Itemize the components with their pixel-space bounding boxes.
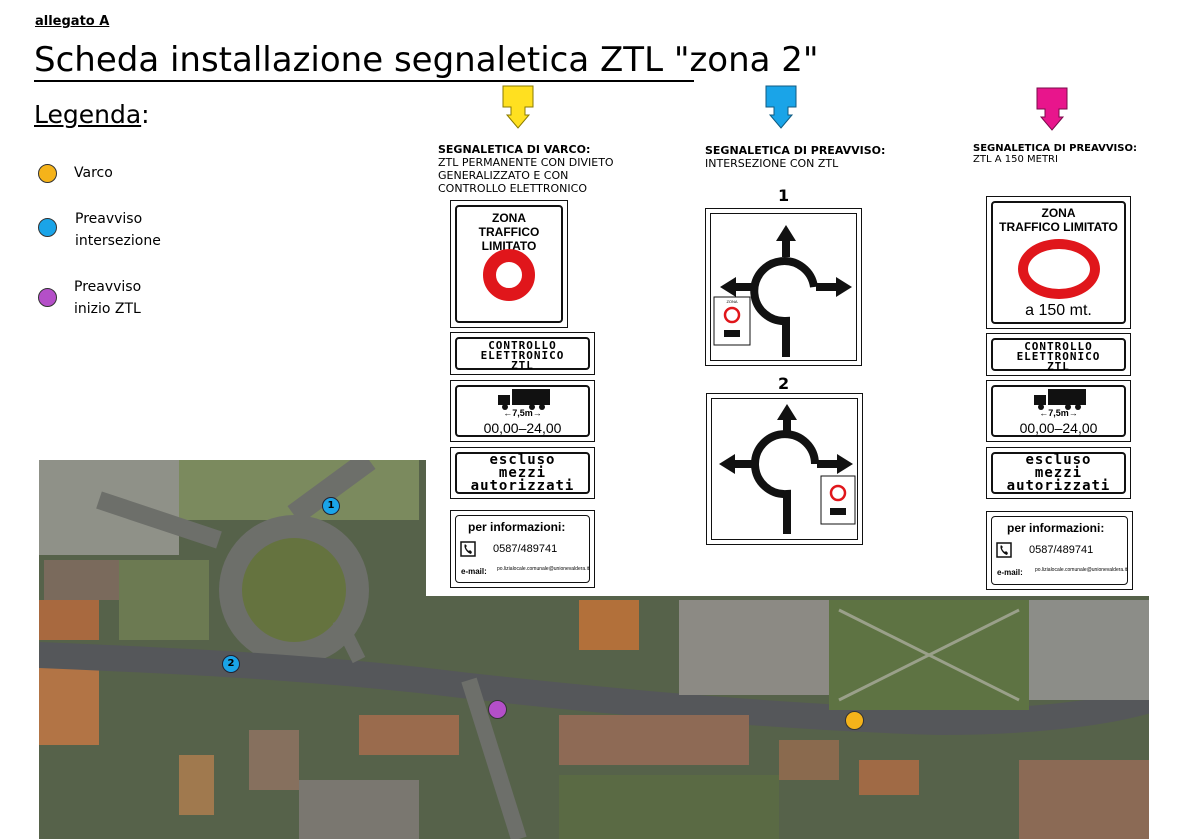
varco-controllo-text: CONTROLLO ELETTRONICO ZTL xyxy=(480,339,565,372)
inizio-heading: SEGNALETICA DI PREAVVISO: ZTL A 150 METRI xyxy=(973,143,1137,165)
legend-inizio-dot xyxy=(38,288,57,307)
varco-escluso-text: escluso mezzi autorizzati xyxy=(470,452,575,494)
page-title: Scheda installazione segnaletica ZTL "zona 2" xyxy=(34,40,819,80)
inizio-arrow-icon xyxy=(1034,87,1070,131)
varco-ztl-sign xyxy=(450,200,568,328)
intersezione-heading: SEGNALETICA DI PREAVVISO: INTERSEZIONE CON ZTL xyxy=(705,144,886,170)
varco-hours: 00,00–24,00 xyxy=(483,420,562,436)
varco-controllo-sign xyxy=(450,332,595,375)
intersezione-diagram-1 xyxy=(705,208,862,366)
inizio-phone: 0587/489741 xyxy=(1029,544,1094,556)
legend-title: Legenda: xyxy=(34,100,150,129)
inizio-phone-icon xyxy=(996,542,1012,558)
map-marker-intersezione-1: 1 xyxy=(322,497,340,515)
legend-varco-dot xyxy=(38,164,57,183)
inizio-truck-length: ←7,5m→ xyxy=(1039,408,1078,418)
varco-heading: SEGNALETICA DI VARCO: ZTL PERMANENTE CON DIVIETO GENERALIZZATO E CON CONTROLLO ELETTRONICO xyxy=(438,143,614,195)
inizio-zona-label: ZONA TRAFFICO LIMITATO xyxy=(999,206,1118,234)
legend-intersezione-dot xyxy=(38,218,57,237)
varco-email-label: e-mail: xyxy=(461,567,487,576)
map-marker-inizio-ztl xyxy=(488,700,507,719)
varco-email: po.lizialocale.comunale@unionevaldera.it xyxy=(497,566,590,572)
varco-escluso-sign xyxy=(450,447,595,499)
intersezione-diagram-1-number: 1 xyxy=(778,186,790,205)
inizio-email-label: e-mail: xyxy=(997,568,1023,577)
legend-intersezione-label: Preavviso intersezione xyxy=(75,211,161,249)
varco-zona-label: ZONA TRAFFICO LIMITATO xyxy=(478,211,540,253)
roundabout-diagram-1-icon xyxy=(706,209,863,367)
varco-arrow-icon xyxy=(500,85,536,129)
inizio-hours: 00,00–24,00 xyxy=(1019,420,1098,436)
inizio-controllo-sign xyxy=(986,333,1131,376)
map-marker-intersezione-2: 2 xyxy=(222,655,240,673)
varco-truck-length: ←7,5m→ xyxy=(503,408,542,418)
inizio-distance-label: a 150 mt. xyxy=(1025,302,1092,319)
intersezione-diagram-2 xyxy=(706,393,863,545)
map-marker-varco xyxy=(845,711,864,730)
inizio-info-sign xyxy=(986,511,1133,590)
inizio-controllo-text: CONTROLLO ELETTRONICO ZTL xyxy=(1016,340,1101,373)
svg-text:ZONA: ZONA xyxy=(726,299,738,304)
title-underline xyxy=(34,80,694,82)
inizio-prohibition-icon xyxy=(1018,239,1100,299)
varco-phone-icon xyxy=(460,541,476,557)
varco-info-sign xyxy=(450,510,595,588)
attachment-label: allegato A xyxy=(35,14,110,29)
legend-inizio-label: Preavviso inizio ZTL xyxy=(74,279,142,317)
roundabout-diagram-2-icon xyxy=(707,394,864,546)
varco-prohibition-icon xyxy=(483,249,535,301)
legend-varco-label: Varco xyxy=(74,165,113,181)
inizio-info-title: per informazioni: xyxy=(1007,521,1105,535)
intersezione-arrow-icon xyxy=(763,85,799,129)
varco-truck-sign xyxy=(450,380,595,442)
inizio-escluso-sign xyxy=(986,447,1131,499)
varco-info-title: per informazioni: xyxy=(468,520,566,534)
inizio-email: po.lizialocale.comunale@unionevaldera.it xyxy=(1035,567,1128,573)
inizio-ztl-sign xyxy=(986,196,1131,329)
inizio-escluso-text: escluso mezzi autorizzati xyxy=(1006,452,1111,494)
varco-phone: 0587/489741 xyxy=(493,543,558,555)
inizio-truck-sign xyxy=(986,380,1131,442)
intersezione-diagram-2-number: 2 xyxy=(778,374,790,393)
